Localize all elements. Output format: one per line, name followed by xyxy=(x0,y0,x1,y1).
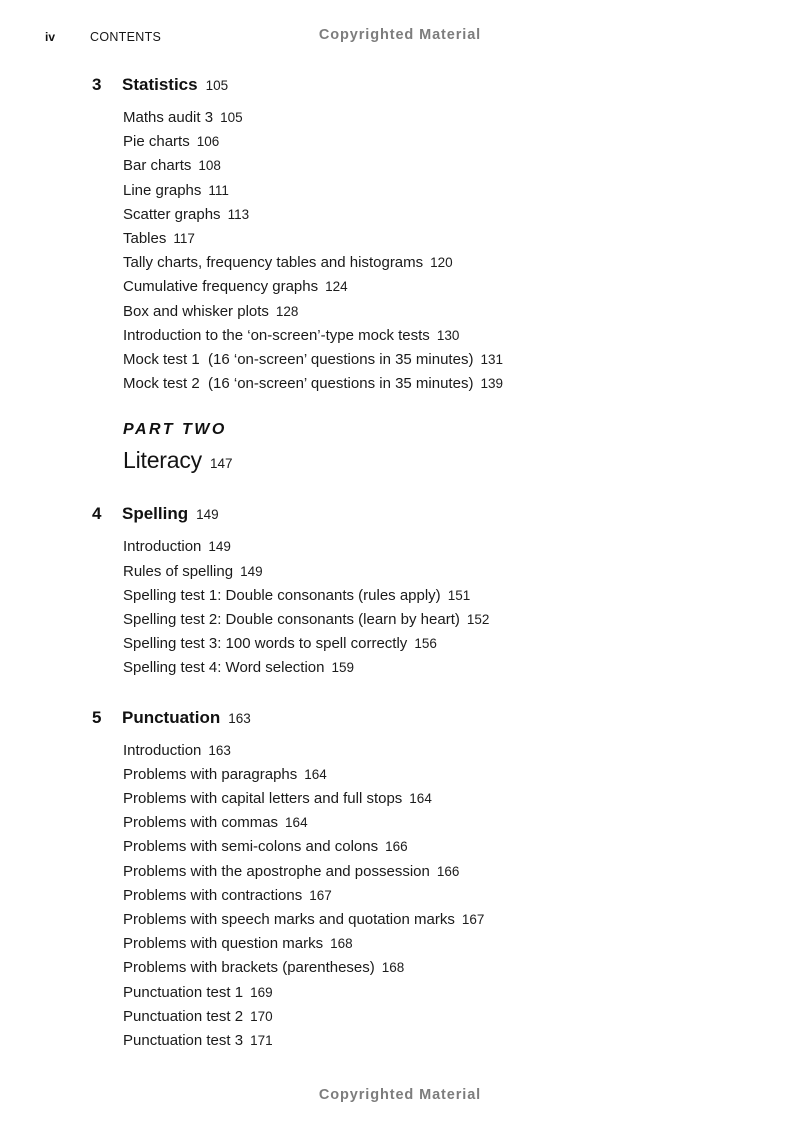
part-page: 147 xyxy=(209,456,233,472)
item-page: 105 xyxy=(220,110,243,125)
toc-item xyxy=(123,106,752,130)
item-label: Problems with commas xyxy=(123,814,279,832)
toc-item xyxy=(123,956,752,980)
item-page: 117 xyxy=(173,231,195,247)
toc-item xyxy=(123,348,752,372)
item-page: 169 xyxy=(250,984,273,1000)
item-label: Pie charts xyxy=(123,133,190,151)
item-label: Scatter graphs xyxy=(123,205,221,223)
item-page: 156 xyxy=(414,636,437,652)
item-label: Problems with speech marks and quotation marks xyxy=(123,911,455,929)
chapter-5-block xyxy=(92,707,752,1054)
item-label: Introduction xyxy=(123,741,202,759)
running-head: CONTENTS xyxy=(90,30,162,44)
toc-item xyxy=(123,227,752,251)
item-label: Problems with the apostrophe and possession xyxy=(123,862,430,880)
item-label: Introduction xyxy=(123,538,202,556)
toc-item xyxy=(123,1005,752,1029)
item-label: Mock test 2 (16 ‘on-screen’ questions in 35 minutes) xyxy=(123,375,474,393)
chapter-4-block xyxy=(92,503,752,680)
item-label: Problems with paragraphs xyxy=(123,765,298,783)
item-page: 166 xyxy=(385,839,408,855)
item-label: Spelling test 2: Double consonants (learn by heart) xyxy=(123,611,460,629)
toc-item xyxy=(123,656,752,680)
chapter-title: Statistics xyxy=(122,75,198,94)
part-title: Literacy xyxy=(123,447,202,474)
toc-item xyxy=(123,1029,752,1053)
part-title-row xyxy=(123,445,752,479)
toc-item xyxy=(123,179,752,203)
item-page: 128 xyxy=(275,303,299,319)
toc-item xyxy=(123,535,752,559)
item-page: 131 xyxy=(480,352,503,368)
item-label: Tables xyxy=(123,230,167,248)
watermark-top: Copyrighted Material xyxy=(318,27,482,43)
chapter-page: 149 xyxy=(196,507,219,523)
chapter-page: 105 xyxy=(205,78,229,93)
item-label: Problems with question marks xyxy=(123,935,324,953)
toc-item xyxy=(123,739,752,763)
item-label: Box and whisker plots xyxy=(123,302,269,320)
item-page: 167 xyxy=(309,887,332,903)
item-page: 171 xyxy=(250,1033,273,1049)
item-page: 106 xyxy=(196,134,220,150)
item-page: 168 xyxy=(381,960,405,976)
item-page: 164 xyxy=(285,815,308,831)
chapter-heading xyxy=(92,74,752,97)
toc-item xyxy=(123,884,752,908)
item-label: Mock test 1 (16 ‘on-screen’ questions in 35 minutes) xyxy=(123,351,474,369)
chapter-number: 3 xyxy=(92,75,102,94)
toc-item xyxy=(123,300,752,324)
toc-item xyxy=(123,251,752,275)
chapter-heading xyxy=(92,503,752,526)
item-label: Problems with brackets (parentheses) xyxy=(123,959,375,977)
toc-item xyxy=(123,275,752,299)
part-two-block xyxy=(123,418,752,479)
toc-item xyxy=(123,154,752,178)
item-page: 164 xyxy=(304,766,327,782)
toc-item xyxy=(123,763,752,787)
item-page: 167 xyxy=(461,912,485,928)
toc-item xyxy=(123,632,752,656)
item-label: Problems with semi-colons and colons xyxy=(123,838,379,856)
chapter-title: Spelling xyxy=(122,504,189,524)
toc-item xyxy=(123,932,752,956)
item-label: Cumulative frequency graphs xyxy=(123,278,319,296)
toc-item xyxy=(123,787,752,811)
item-label: Punctuation test 3 xyxy=(123,1032,244,1050)
item-page: 124 xyxy=(325,279,348,295)
toc-item xyxy=(123,324,752,348)
item-page: 166 xyxy=(436,863,460,879)
item-page: 170 xyxy=(250,1008,273,1024)
page-folio: iv xyxy=(45,30,56,44)
table-of-contents xyxy=(92,74,752,1053)
chapter-number: 4 xyxy=(92,504,102,524)
item-page: 130 xyxy=(436,327,460,343)
item-page: 149 xyxy=(208,539,231,555)
part-label: PART TWO xyxy=(123,421,227,439)
toc-item xyxy=(123,811,752,835)
item-label: Problems with capital letters and full stops xyxy=(123,790,403,808)
chapter-items xyxy=(123,739,752,1054)
item-page: 163 xyxy=(208,742,231,758)
chapter-items xyxy=(123,106,752,396)
item-label: Punctuation test 1 xyxy=(123,983,244,1001)
toc-item xyxy=(123,860,752,884)
toc-item xyxy=(123,584,752,608)
item-label: Line graphs xyxy=(123,181,202,199)
item-page: 113 xyxy=(227,206,250,222)
toc-item xyxy=(123,130,752,154)
item-page: 149 xyxy=(240,563,263,579)
toc-item xyxy=(123,981,752,1005)
item-label: Problems with contractions xyxy=(123,886,303,904)
item-label: Spelling test 1: Double consonants (rules apply) xyxy=(123,586,441,604)
toc-item xyxy=(123,560,752,584)
chapter-number: 5 xyxy=(92,707,102,727)
toc-item xyxy=(123,835,752,859)
item-page: 152 xyxy=(466,612,490,628)
item-page: 159 xyxy=(331,660,355,676)
chapter-title: Punctuation xyxy=(122,707,221,727)
item-page: 151 xyxy=(447,587,471,603)
item-label: Rules of spelling xyxy=(123,562,234,580)
item-label: Introduction to the ‘on-screen’-type mock tests xyxy=(123,326,430,344)
chapter-3-block xyxy=(92,74,752,396)
toc-item xyxy=(123,203,752,227)
item-label: Bar charts xyxy=(123,157,192,175)
watermark-bottom: Copyrighted Material xyxy=(318,1087,482,1103)
item-label: Spelling test 4: Word selection xyxy=(123,659,325,677)
item-page: 111 xyxy=(208,182,229,198)
item-page: 164 xyxy=(409,791,432,807)
item-label: Punctuation test 2 xyxy=(123,1007,244,1025)
item-label: Tally charts, frequency tables and histograms xyxy=(123,254,424,272)
item-label: Maths audit 3 xyxy=(123,109,214,126)
item-page: 139 xyxy=(480,376,503,392)
item-page: 108 xyxy=(198,158,221,174)
item-page: 168 xyxy=(330,936,353,952)
item-page: 120 xyxy=(430,255,453,271)
toc-item xyxy=(123,608,752,632)
chapter-heading xyxy=(92,707,752,730)
item-label: Spelling test 3: 100 words to spell correctly xyxy=(123,635,408,653)
toc-item xyxy=(123,372,752,396)
chapter-items xyxy=(123,535,752,680)
chapter-page: 163 xyxy=(228,710,251,726)
toc-item xyxy=(123,908,752,932)
